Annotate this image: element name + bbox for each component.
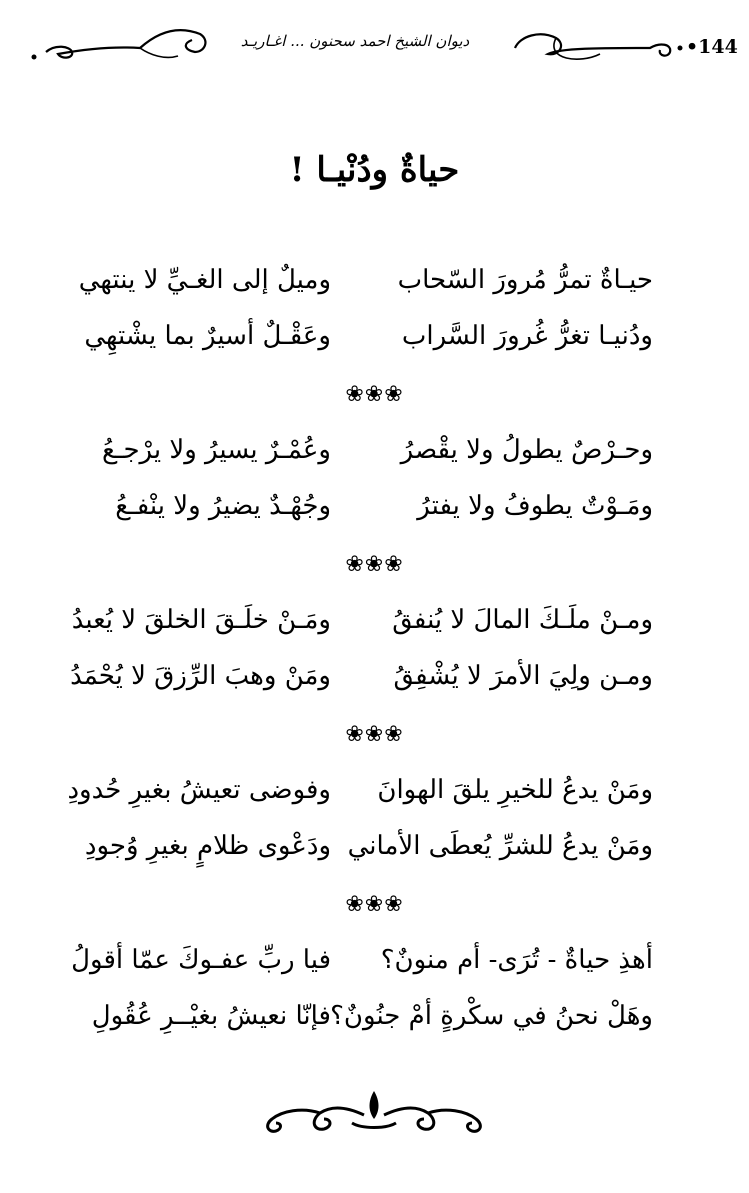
stanza-separator: ❀❀❀ xyxy=(345,382,404,407)
hemistich-second: ومَـنْ خلَـقَ الخلقَ لا يُعبدُ xyxy=(71,605,331,635)
verse xyxy=(0,935,749,991)
hemistich-second: فيا ربِّ عفـوكَ عمّا أقولُ xyxy=(71,945,331,975)
hemistich-first: ودُنيـا تغرُّ غُرورَ السَّراب xyxy=(401,321,653,351)
verse xyxy=(0,595,749,651)
hemistich-first: ومَنْ يدعُ للخيرِ يلقَ الهوانَ xyxy=(377,775,653,805)
hemistich-second: وميلٌ إلى الغـيِّ لا ينتهي xyxy=(78,265,331,295)
stanza-separator: ❀❀❀ xyxy=(345,722,404,747)
stanza-separator: ❀❀❀ xyxy=(345,552,404,577)
hemistich-second: وعُمْـرٌ يسيرُ ولا يرْجـعُ xyxy=(102,435,331,465)
stanza xyxy=(0,425,749,577)
verse xyxy=(0,991,749,1047)
hemistich-first: ومَـوْتٌ يطوفُ ولا يفترُ xyxy=(417,491,653,521)
footer-ornament xyxy=(252,1085,497,1135)
page-number: •144 xyxy=(686,36,738,58)
verse xyxy=(0,765,749,821)
hemistich-second: وعَقْـلٌ أسيرٌ بما يشْتهِي xyxy=(84,321,331,351)
hemistich-second: وجُهْـدٌ يضيرُ ولا ينْفـعُ xyxy=(115,491,331,521)
hemistich-first: ومـنْ ملَـكَ المالَ لا يُنفقُ xyxy=(392,605,653,635)
page-header xyxy=(0,0,749,95)
poem-body xyxy=(0,255,749,1065)
stanza xyxy=(0,595,749,747)
hemistich-first: وهَلْ نحنُ في سكْرةٍ أمْ جنُونٌ؟ xyxy=(330,1001,653,1031)
poem-title: حياةٌ ودُنْيـا ! xyxy=(289,150,460,190)
stanza xyxy=(0,935,749,1065)
verse xyxy=(0,651,749,707)
hemistich-first: وحـرْصٌ يطولُ ولا يقْصرُ xyxy=(400,435,653,465)
hemistich-first: أهذِ حياةٌ - تُرَى- أم منونٌ؟ xyxy=(380,945,653,975)
hemistich-first: ومـن ولِيَ الأمرَ لا يُشْفِقُ xyxy=(393,661,653,691)
verse xyxy=(0,425,749,481)
stanza xyxy=(0,765,749,917)
stanza-separator: ❀❀❀ xyxy=(345,892,404,917)
verse xyxy=(0,255,749,311)
hemistich-second: ودَعْوى ظلامٍ بغيرِ وُجودِ xyxy=(84,831,331,861)
hemistich-first: حيـاةٌ تمرُّ مُرورَ السّحاب xyxy=(397,265,653,295)
running-title: ديوان الشيخ احمد سحنون ... اغـاريـد xyxy=(240,32,470,50)
verse xyxy=(0,311,749,367)
verse xyxy=(0,481,749,537)
hemistich-second: فإنّا نعيشُ بغيْــرِ عُقُولِ xyxy=(91,1001,331,1031)
hemistich-second: ومَنْ وهبَ الرِّزقَ لا يُحْمَدُ xyxy=(70,661,331,691)
hemistich-first: ومَنْ يدعُ للشرِّ يُعطَى الأماني xyxy=(347,831,653,861)
hemistich-second: وفوضى تعيشُ بغيرِ حُدودِ xyxy=(67,775,331,805)
verse xyxy=(0,821,749,877)
stanza xyxy=(0,255,749,407)
